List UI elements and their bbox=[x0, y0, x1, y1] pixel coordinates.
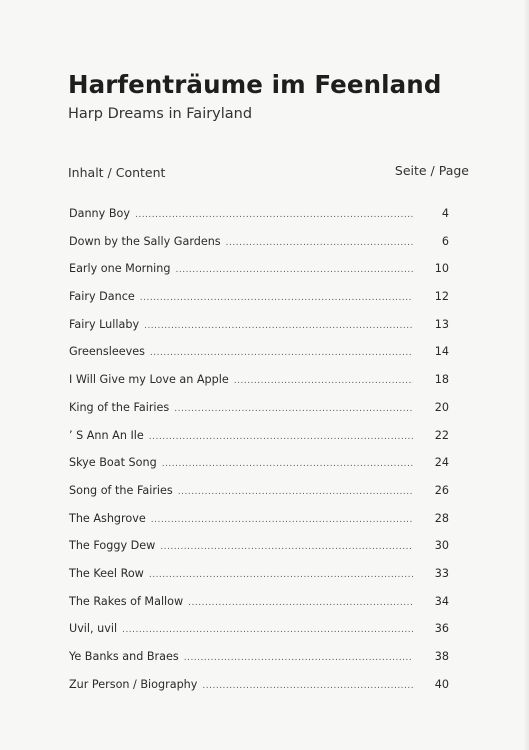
toc-entry-page: 6 bbox=[441, 234, 449, 248]
toc-dot-leader bbox=[149, 432, 413, 442]
toc-dot-leader bbox=[140, 293, 413, 303]
toc-entry-page: 34 bbox=[434, 594, 449, 608]
toc-entry-page: 12 bbox=[434, 290, 449, 304]
toc-entry-title: Uvil, uvil bbox=[69, 622, 118, 636]
toc-entry-title: Down by the Sally Gardens bbox=[69, 234, 221, 248]
toc-entry-page: 33 bbox=[434, 566, 449, 580]
toc-entry-title: Early one Morning bbox=[69, 262, 171, 276]
toc-entry-page: 4 bbox=[441, 207, 449, 220]
toc-dot-leader bbox=[151, 515, 413, 525]
toc-dot-leader bbox=[174, 404, 413, 414]
toc-entry bbox=[69, 678, 449, 706]
toc-entry bbox=[69, 318, 449, 346]
toc-entry-page: 22 bbox=[434, 428, 449, 442]
toc-entry-page: 24 bbox=[434, 456, 449, 470]
toc-entry bbox=[69, 290, 449, 318]
toc-entry-title: The Ashgrove bbox=[69, 511, 146, 525]
page-subtitle: Harp Dreams in Fairyland bbox=[68, 106, 253, 122]
table-of-contents bbox=[69, 207, 449, 705]
toc-entry-page: 28 bbox=[434, 511, 449, 525]
toc-entry-title: ’ S Ann An Ile bbox=[69, 428, 144, 442]
toc-entry-page: 30 bbox=[434, 539, 449, 553]
toc-dot-leader bbox=[135, 210, 413, 220]
toc-dot-leader bbox=[184, 653, 413, 663]
toc-entry-title: Zur Person / Biography bbox=[69, 677, 198, 691]
toc-entry bbox=[69, 235, 449, 263]
toc-dot-leader bbox=[160, 542, 413, 552]
toc-entry bbox=[69, 373, 449, 401]
toc-entry-title: Fairy Lullaby bbox=[69, 317, 140, 331]
toc-dot-leader bbox=[188, 598, 413, 608]
toc-entry-page: 40 bbox=[434, 677, 449, 691]
toc-entry bbox=[69, 262, 449, 290]
toc-entry bbox=[69, 512, 449, 540]
toc-dot-leader bbox=[234, 376, 413, 386]
toc-dot-leader bbox=[202, 681, 413, 691]
toc-dot-leader bbox=[175, 265, 413, 275]
toc-dot-leader bbox=[144, 321, 413, 331]
contents-heading: Inhalt / Content bbox=[68, 165, 166, 180]
toc-entry-page: 26 bbox=[434, 483, 449, 497]
toc-entry bbox=[69, 539, 449, 567]
toc-entry bbox=[69, 456, 449, 484]
toc-entry-title: King of the Fairies bbox=[69, 400, 170, 414]
toc-dot-leader bbox=[226, 238, 413, 248]
toc-dot-leader bbox=[178, 487, 413, 497]
toc-entry-page: 10 bbox=[434, 262, 449, 276]
toc-entry bbox=[69, 345, 449, 373]
toc-entry-page: 36 bbox=[434, 622, 449, 636]
toc-entry-title: Greensleeves bbox=[69, 345, 145, 359]
toc-entry-title: Fairy Dance bbox=[69, 290, 135, 304]
toc-entry-page: 20 bbox=[434, 400, 449, 414]
toc-entry bbox=[69, 595, 449, 623]
toc-entry bbox=[69, 207, 449, 235]
toc-dot-leader bbox=[150, 348, 413, 358]
toc-entry-title: The Rakes of Mallow bbox=[69, 594, 184, 608]
toc-dot-leader bbox=[162, 459, 413, 469]
toc-entry-page: 14 bbox=[434, 345, 449, 359]
toc-entry-title: Song of the Fairies bbox=[69, 483, 173, 497]
toc-entry bbox=[69, 484, 449, 512]
toc-entry-page: 13 bbox=[434, 317, 449, 331]
toc-entry-title: I Will Give my Love an Apple bbox=[69, 373, 229, 387]
toc-entry bbox=[69, 650, 449, 678]
toc-entry-title: Skye Boat Song bbox=[69, 456, 157, 470]
toc-entry-title: Ye Banks and Braes bbox=[69, 650, 179, 663]
toc-entry-title: The Keel Row bbox=[69, 566, 144, 580]
toc-dot-leader bbox=[149, 570, 413, 580]
page-column-heading: Seite / Page bbox=[394, 163, 469, 178]
toc-entry bbox=[69, 622, 449, 650]
toc-entry-title: The Foggy Dew bbox=[69, 539, 156, 553]
page-edge-shadow bbox=[523, 0, 529, 750]
toc-entry-page: 38 bbox=[434, 650, 449, 663]
toc-entry bbox=[69, 401, 449, 429]
toc-entry bbox=[69, 567, 449, 595]
page-title: Harfenträume im Feenland bbox=[68, 70, 442, 99]
toc-entry bbox=[69, 429, 449, 457]
toc-dot-leader bbox=[122, 625, 413, 635]
toc-entry-title: Danny Boy bbox=[69, 207, 130, 220]
toc-entry-page: 18 bbox=[434, 373, 449, 387]
